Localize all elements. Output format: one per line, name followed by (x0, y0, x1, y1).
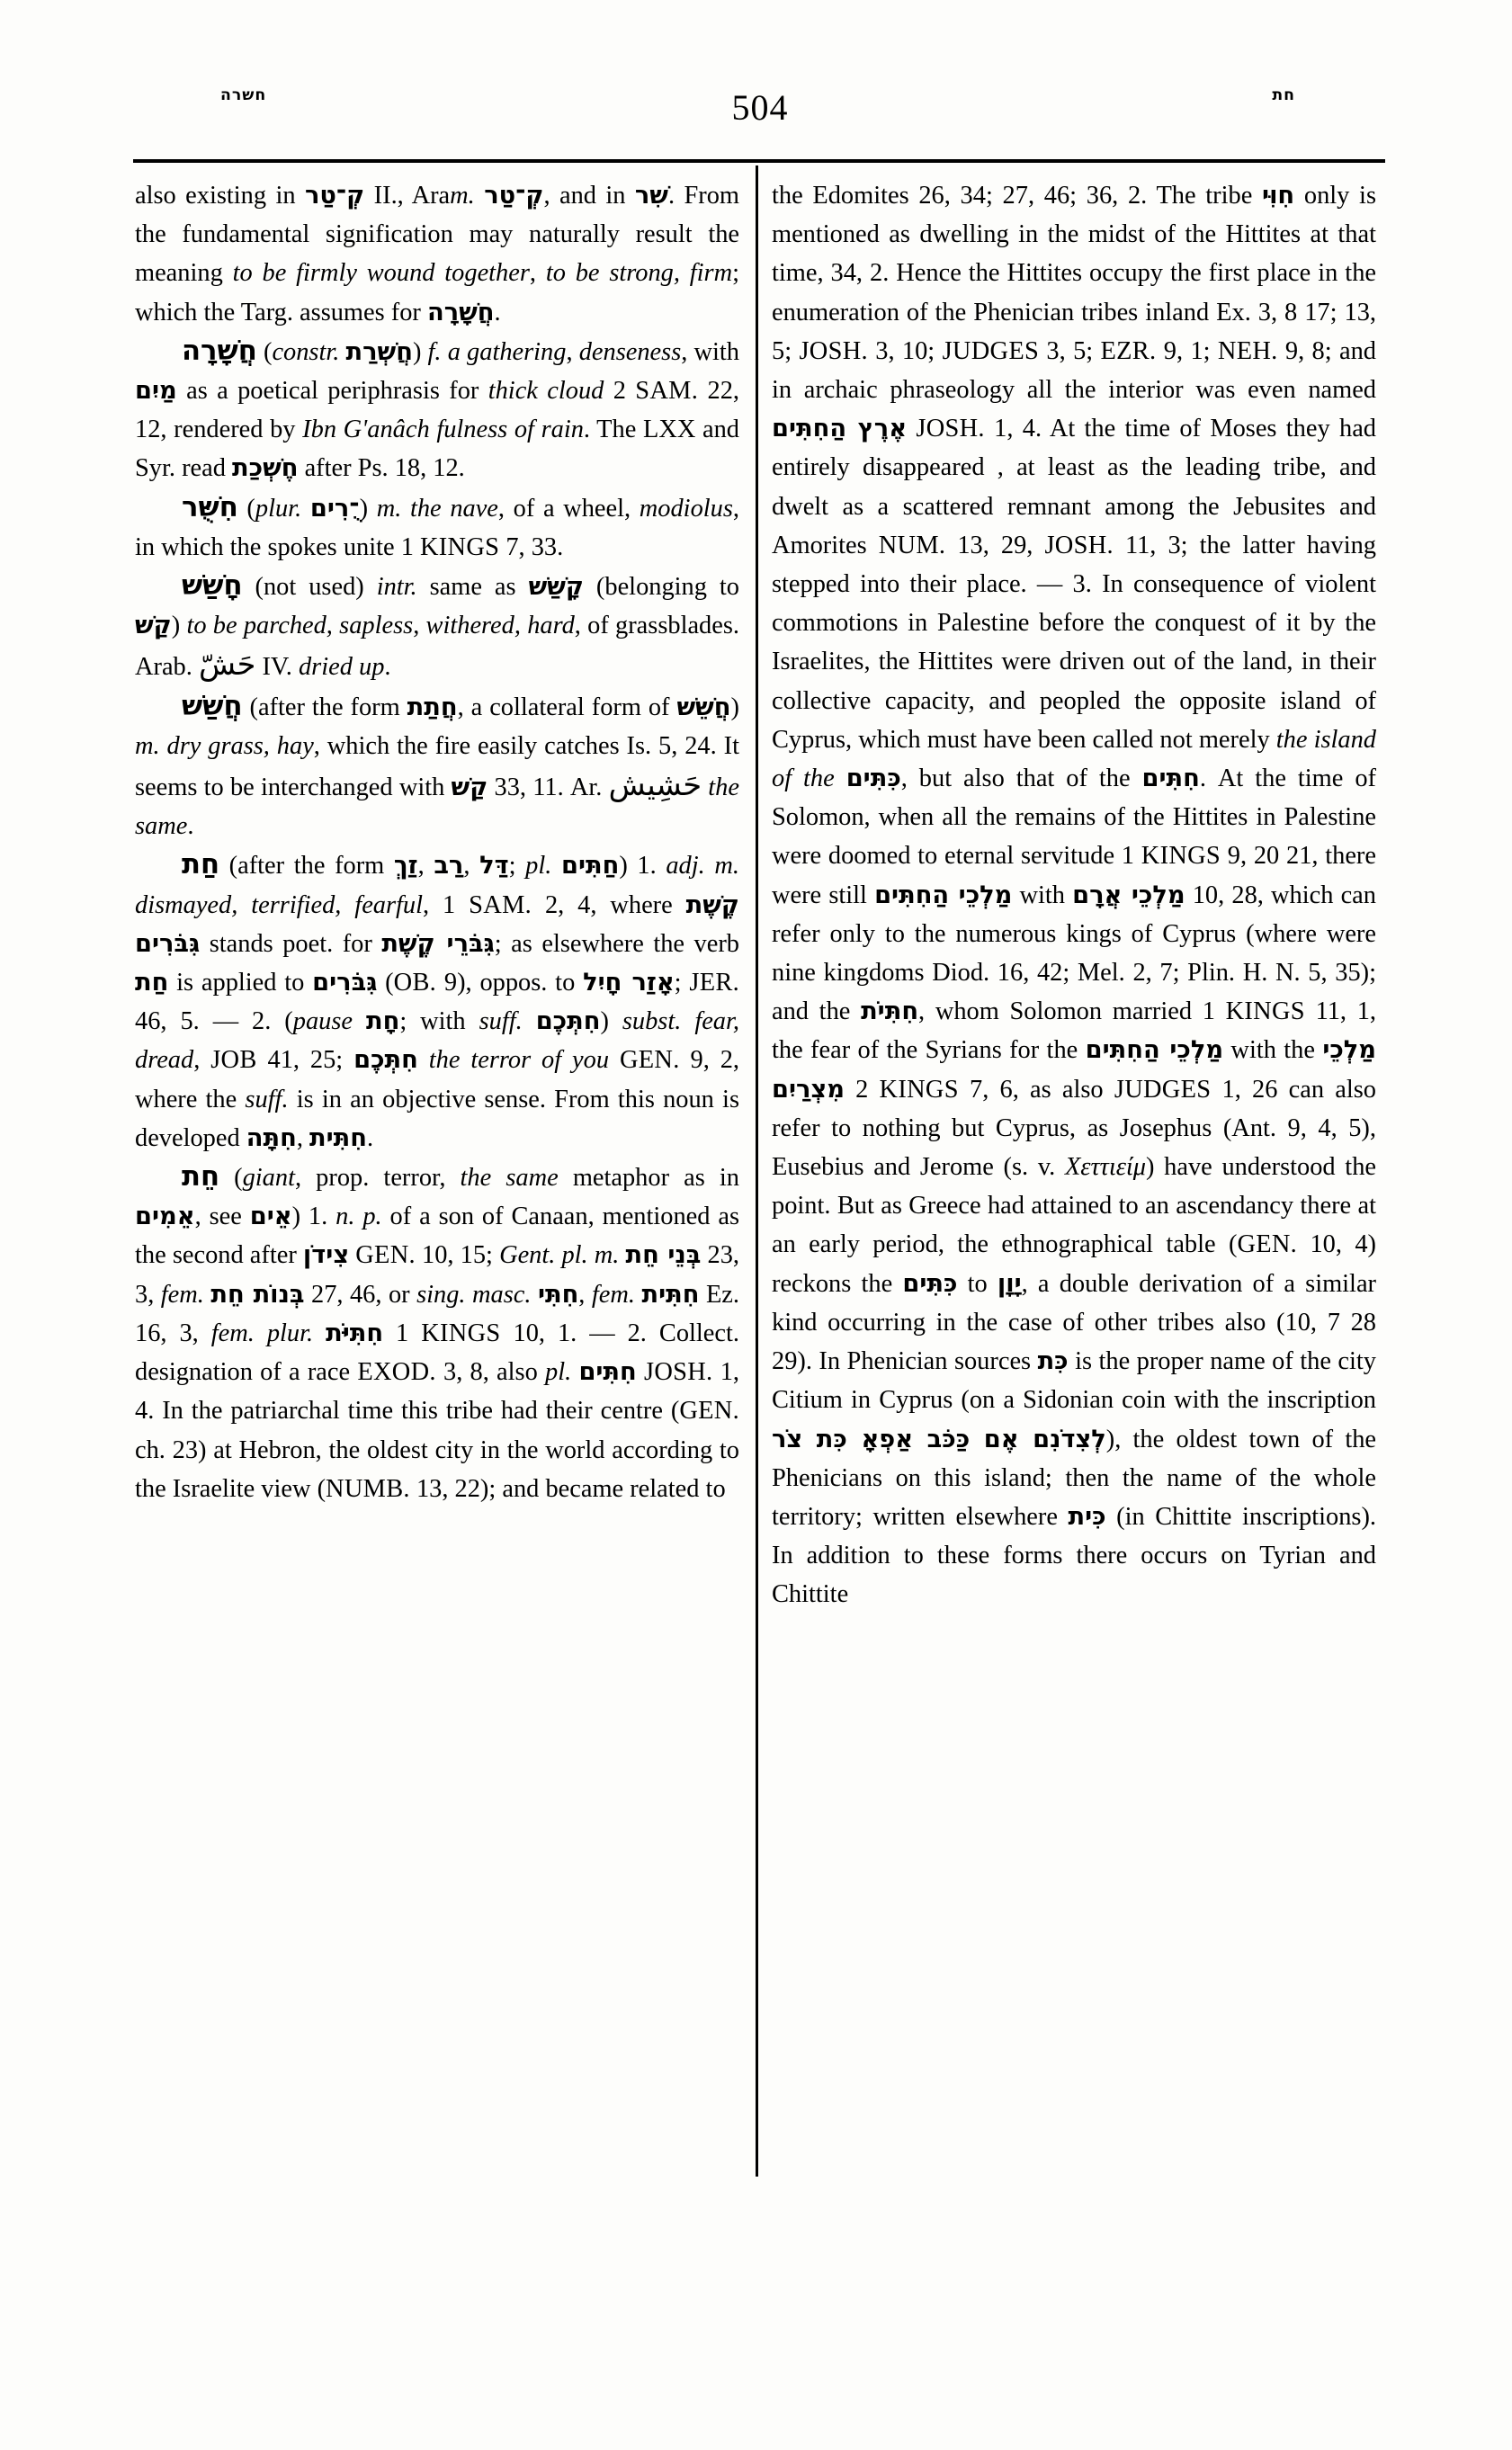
arabic-word: حَشّ (198, 647, 256, 683)
hebrew-word: זַךְ (393, 852, 418, 881)
gloss-italic: pause (292, 1007, 353, 1036)
entry-chasharah: חֲשָׁרָה (constr. חֲשְׁרַת) f. a gathering, denseness, with מַיִם as a poetical periphrasis for thick cloud 2 SAM. 22, 12, rendered by Ibn G'anâch fulness of rain. The LXX and Syr. read חֶשְׁכַת after Ps. 18, 12. (135, 335, 739, 483)
column-divider-rule (756, 165, 758, 2177)
gloss-italic: adj. (666, 852, 705, 881)
hebrew-word: חֲשָׁרָה (426, 298, 495, 326)
hebrew-word: חִתִּיֹת (861, 997, 919, 1026)
scripture-abbrev: JOSH. (799, 336, 868, 365)
hebrew-word: יָוָן (997, 1269, 1022, 1298)
hebrew-word: חִתְּכֶם (353, 1046, 418, 1075)
scripture-abbrev: JER. (689, 969, 739, 997)
running-head (135, 86, 1385, 149)
header-rule (133, 159, 1385, 163)
scripture-abbrev: JOSH. (916, 415, 985, 443)
hebrew-word: חֶשְׁכַת (232, 454, 299, 483)
gloss-italic: to be firmly wound together (232, 259, 530, 288)
entry-headword: חַת (182, 849, 220, 881)
running-head-right-headword: חת (1272, 86, 1295, 104)
hebrew-word: לְצִדֹנִם אֶם כַּכֹּב אַפְאָ כִּת צֹר (772, 1425, 1106, 1453)
hebrew-word: קַשׁ (135, 612, 172, 640)
hebrew-word: כִּת (1037, 1347, 1069, 1376)
hebrew-word: רַב (434, 852, 464, 881)
hebrew-word: כִּתִּים (845, 765, 901, 793)
scripture-abbrev: OB. (393, 969, 437, 997)
gloss-italic: fear, dread (135, 1007, 739, 1075)
hebrew-word: גִּבֹּרֵי קֶשֶׁת (381, 929, 495, 958)
hebrew-word: אֶרֶץ הַחִתִּים (772, 415, 908, 443)
gloss-italic: intr. (376, 573, 417, 602)
hebrew-word: מַלְכֵי הַחִתִּים (1085, 1036, 1224, 1065)
scripture-abbrev: KINGS (421, 1319, 501, 1347)
gloss-italic: to be parched, sapless (186, 612, 414, 640)
gloss-italic: fem. (210, 1319, 255, 1347)
hebrew-word: חִוִּי (1262, 182, 1295, 210)
gloss-italic: pl. (525, 852, 552, 881)
hebrew-word: בְּנוֹת חֵת (210, 1280, 305, 1309)
gloss-italic: the same (460, 1164, 559, 1193)
hebrew-word: ־ֻרִים (309, 494, 360, 523)
hebrew-word: חִתִּי (537, 1280, 579, 1309)
scripture-abbrev: GEN. (679, 1397, 739, 1426)
gloss-italic: plur. (255, 494, 302, 523)
scripture-abbrev: NUM. (878, 531, 946, 559)
hebrew-word: קְ־טַר (484, 182, 544, 210)
gloss-italic: suff. (245, 1085, 289, 1113)
left-text-column (135, 176, 739, 1508)
hebrew-word: גִּבֹּרִים (312, 969, 378, 997)
gloss-italic: subst. (622, 1007, 682, 1036)
gloss-italic: the island of the (772, 725, 1376, 793)
hebrew-word: חִתִּים (578, 1358, 637, 1387)
hebrew-word: צִידֹן (302, 1241, 350, 1270)
hebrew-word: חִתִּית (641, 1280, 700, 1309)
paragraph-continuation: the Edomites 26, 34; 27, 46; 36, 2. The tribe חִוִּי only is mentioned as dwelling in the midst of the Hittites at that time, 34, 2. Hence the Hittites occupy the first place in the enumeration of the Phenician tribes inland Ex. 3, 8 17; 13, 5; JOSH. 3, 10; JUDGES 3, 5; EZR. 9, 1; NEH. 9, 8; and in archaic phraseology all the interior was even named אֶרֶץ הַחִתִּים JOSH. 1, 4. At the time of Moses they had entirely disappeared , at least as the leading tribe, and dwelt as a scattered remnant among the Jebusites and Amorites NUM. 13, 29, JOSH. 11, 3; the latter having stepped into their place. — 3. In consequence of violent commotions in Palestine before the conquest of it by the Israelites, the Hittites were driven out of the land, in their collective capacity, and peopled the opposite island of Cyprus, which must have been called not merely the island of the כִּתִּים, but also that of the חִתִּים. At the time of Solomon, when all the remains of the Hittites in Palestine were doomed to eternal servitude 1 KINGS 9, 20 21, there were still מַלְכֵי הַחִתִּים with מַלְכֵי אֲרָם 10, 28, which can refer only to the numerous kings of Cyprus (where were nine kingdoms Diod. 16, 42; Mel. 2, 7; Plin. H. N. 5, 35); and the חִתִּיֹת, whom Solomon married 1 KINGS 11, 1, the fear of the Syrians for the מַלְכֵי הַחִתִּים with the מַלְכֵי מִצְרַיִם 2 KINGS 7, 6, as also JUDGES 1, 26 can also refer to nothing but Cyprus, as Josephus (Ant. 9, 4, 5), Eusebius and Jerome (s. v. Χεττιείμ) have understood the point. But as Greece had attained to an ascendancy there at an early period, the ethnographical table (GEN. 10, 4) reckons the כִּתִּים to יָוָן, a double derivation of a similar kind occurring in the case of other tribes also (10, 7 28 29). In Phenician sources כִּת is the proper name of the city Citium in Cyprus (on a Sidonian coin with the inscription לְצִדֹנִם אֶם כַּכֹּב אַפְאָ כִּת צֹר), the oldest town of the Phenicians on this island; then the name of the whole territory; written elsewhere כִּית (in Chittite inscriptions). In addition to these forms there occurs on Tyrian and Chittite (772, 182, 1377, 1609)
entry-cheth: חֵת (giant, prop. terror, the same metaphor as in אֵמִים, see אֵים) 1. n. p. of a son of Canaan, mentioned as the second after צִידֹן GEN. 10, 15; Gent. pl. m. בְּנֵי חֵת 23, 3, fem. בְּנוֹת חֵת 27, 46, or sing. masc. חִתִּי, fem. חִתִּית Ez. 16, 3, fem. plur. חִתִּיֹּת 1 KINGS 10, 1. — 2. Collect. designation of a race EXOD. 3, 8, also pl. חִתִּים JOSH. 1, 4. In the patriarchal time this tribe had their centre (GEN. ch. 23) at Hebron, the oldest city in the world according to the Israelite view (NUMB. 13, 22); and became related to (135, 1161, 740, 1503)
scripture-abbrev: NUMB. (326, 1474, 410, 1503)
entry-headword: חָשַׁשׁ (182, 570, 243, 603)
gloss-italic: the same (135, 773, 739, 841)
gloss-italic: fem. (160, 1280, 204, 1309)
gloss-italic: fem. (591, 1280, 635, 1309)
scripture-abbrev: KINGS (419, 532, 500, 561)
gloss-italic: a gathering (447, 337, 567, 366)
scripture-abbrev: SAM. (635, 377, 699, 406)
gloss-italic: Ibn G'anâch (302, 416, 430, 444)
hebrew-word: חִתִּיֹּת (326, 1319, 384, 1347)
gloss-italic: sing. masc. (416, 1280, 532, 1309)
scripture-abbrev: GEN. (355, 1241, 416, 1270)
page-number: 504 (731, 87, 789, 128)
hebrew-word: אָזַר חָיִל (583, 969, 675, 997)
hebrew-word: אֵמִים (135, 1203, 195, 1231)
right-text-column (772, 176, 1376, 1614)
hebrew-word: בְּנֵי חֵת (625, 1241, 702, 1270)
gloss-italic: suff. (479, 1007, 523, 1036)
arabic-word: حَشِيش (608, 767, 702, 803)
gloss-italic: modiolus (639, 494, 733, 523)
gloss-italic: the terror of you (428, 1046, 610, 1075)
scripture-abbrev: JOSH. (1044, 531, 1114, 559)
scripture-abbrev: KINGS (1141, 842, 1221, 871)
entry-chat: חַת (after the form זַךְ, רַב, דַּל; pl. חַתִּים) 1. adj. m. dismayed, terrified, fearful, 1 SAM. 2, 4, where קֶשֶׁת גִּבֹּרִים stands poet. for גִּבֹּרֵי קֶשֶׁת; as elsewhere the verb חַת is applied to גִּבֹּרִים (OB. 9), oppos. to אָזַר חָיִל; JER. 46, 5. — 2. (pause חָת; with suff. חִתְּכֶם) subst. fear, dread, JOB 41, 25; חִתְּכֶם the terror of you GEN. 9, 2, where the suff. is in an objective sense. From this noun is developed חִתָּה, חִתִּית. (135, 849, 740, 1152)
hebrew-word: קַשׁ (451, 773, 488, 802)
scripture-abbrev: KINGS (1225, 997, 1305, 1026)
hebrew-word: חֲשֵׁשׁ (676, 693, 731, 721)
hebrew-word: כִּתִּים (902, 1269, 958, 1298)
entry-chishur: חִשֻּׁר (plur. ־ֻרִים) m. the nave, of a wheel, modiolus, in which the spokes unite 1 KINGS 7, 33. (135, 491, 739, 561)
gloss-italic: withered, hard (425, 612, 575, 640)
gloss-italic: giant (242, 1164, 295, 1193)
gloss-italic: n. p. (336, 1203, 382, 1231)
hebrew-word: מַלְכֵי מִצְרַיִם (772, 1036, 1376, 1104)
running-head-left-headword: חשרה (220, 86, 267, 104)
gloss-italic: to be strong, firm (545, 259, 733, 288)
hebrew-word: חֲתַת (407, 693, 458, 721)
gloss-italic: pl. (545, 1358, 572, 1387)
hebrew-word: מַיִם (135, 377, 177, 406)
gloss-italic: the nave (409, 494, 498, 523)
gloss-italic: f. (427, 337, 442, 366)
gloss-italic: Gent. pl. m. (499, 1241, 620, 1270)
entry-headword: חֵת (182, 1161, 220, 1194)
gloss-italic: m. (135, 731, 160, 760)
hebrew-word: חִתָּה (246, 1123, 297, 1152)
hebrew-word: קֶשֶׁת גִּבֹּרִים (135, 890, 739, 958)
gloss-italic: m. (450, 182, 475, 210)
hebrew-word: מַלְכֵי אֲרָם (1072, 881, 1185, 909)
scripture-abbrev: KINGS (879, 1075, 959, 1104)
gloss-italic: dry grass, hay (166, 731, 314, 760)
hebrew-word: חֲשְׁרַת (345, 337, 413, 366)
scripture-abbrev: JUDGES (1114, 1075, 1212, 1104)
scripture-abbrev: EXOD. (357, 1358, 436, 1387)
scripture-abbrev: JOSH. (644, 1358, 713, 1387)
gloss-italic: plur. (266, 1319, 314, 1347)
gloss-italic: dried up (298, 653, 385, 682)
scripture-abbrev: EZR. (1100, 336, 1157, 365)
hebrew-word: קְ־טַר (304, 182, 365, 210)
hebrew-word: כִּית (1068, 1502, 1106, 1531)
entry-chashash-verb: חָשַׁשׁ (not used) intr. same as קָשַׁשׁ (belonging to קַשׁ) to be parched, sapless, withered, hard, of grassblades. Arab. حَشّ IV. dried up. (135, 570, 740, 683)
gloss-italic: constr. (272, 337, 340, 366)
scripture-abbrev: JUDGES (942, 336, 1040, 365)
hebrew-word: חַת (135, 969, 169, 997)
entry-chashash-noun: חֲשַׁשׁ (after the form חֲתַת, a collateral form of חֲשֵׁשׁ) m. dry grass, hay, which the fire easily catches Is. 5, 24. It seems to be interchanged with קַשׁ 33, 11. Ar. حَشِيش the same. (135, 690, 739, 841)
hebrew-word: חִתְּכֶם (535, 1007, 601, 1036)
hebrew-word: חִתִּים (1141, 765, 1200, 793)
gloss-italic: dismayed, terrified, fearful (135, 890, 424, 919)
entry-headword: חֲשָׁרָה (182, 335, 257, 367)
hebrew-word: חַתִּים (560, 852, 620, 881)
gloss-italic: fulness of rain (436, 416, 584, 444)
scripture-abbrev: GEN. (619, 1046, 680, 1075)
gloss-italic: m. (376, 494, 402, 523)
gloss-italic: thick cloud (488, 377, 604, 406)
paragraph: also existing in קְ־טַר II., Aram. קְ־טַר, and in שִׁר. From the fundamental signification may naturally result the meaning to be firmly wound together, to be strong, firm; which the Targ. assumes for חֲשָׁרָה. (135, 182, 740, 326)
gloss-italic: m. (714, 852, 739, 881)
hebrew-word: דַּל (479, 852, 509, 881)
scripture-abbrev: JOB (210, 1046, 257, 1075)
hebrew-word: חָת (365, 1007, 400, 1036)
entry-headword: חִשֻּׁר (182, 491, 238, 523)
hebrew-word: מַלְכֵי הַחִתִּים (874, 881, 1013, 909)
hebrew-word: שִׁר (634, 182, 668, 210)
hebrew-word: אֵים (249, 1203, 292, 1231)
greek-word: Χεττιείμ (1064, 1153, 1147, 1182)
hebrew-word: קָשַׁשׁ (528, 573, 584, 602)
scripture-abbrev: SAM. (469, 890, 532, 919)
scripture-abbrev: GEN. (1237, 1230, 1298, 1259)
entry-headword: חֲשַׁשׁ (182, 690, 243, 722)
hebrew-word: חִתִּית (309, 1123, 368, 1152)
gloss-italic: denseness (578, 337, 682, 366)
scripture-abbrev: NEH. (1217, 336, 1278, 365)
